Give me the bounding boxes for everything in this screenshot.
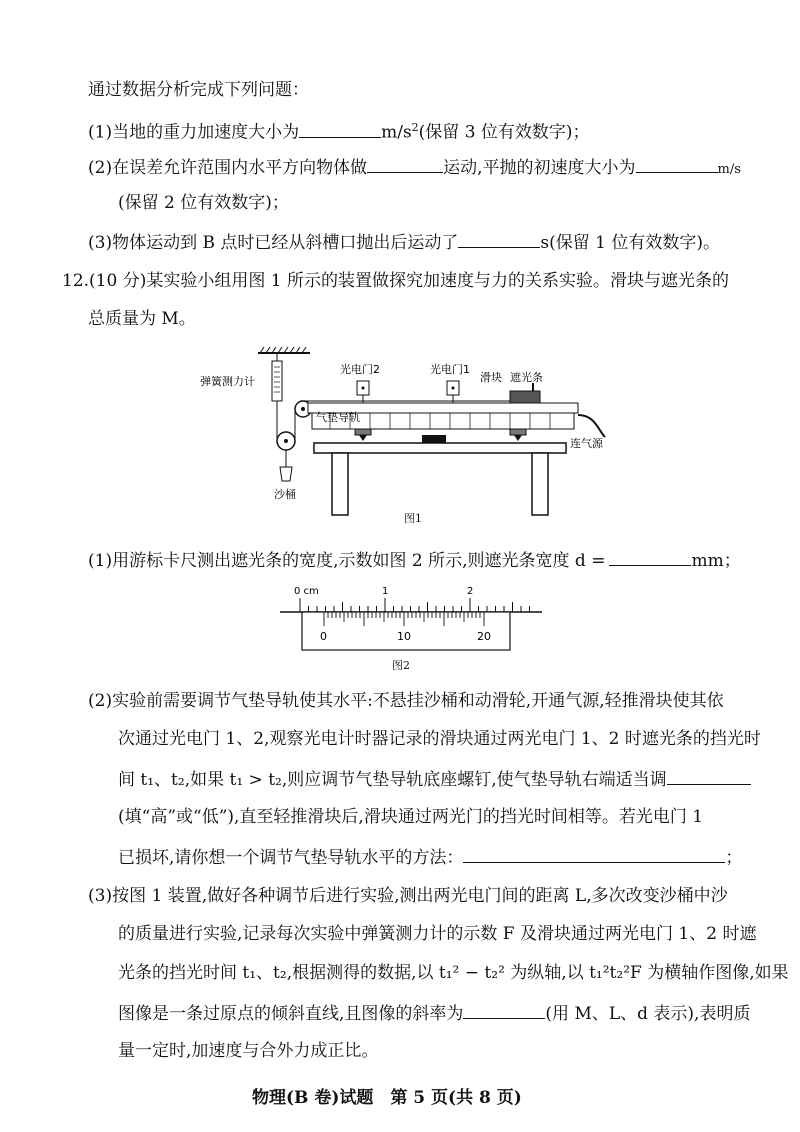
answer-blank-method[interactable] [463, 844, 725, 863]
label-slider: 滑块 [480, 371, 502, 384]
answer-blank-gravity[interactable] [299, 119, 381, 138]
main-label-0: 0 cm [294, 586, 319, 597]
q12-part1-unit: mm； [691, 551, 741, 571]
answer-blank-time[interactable] [458, 229, 540, 248]
main-label-2: 2 [467, 586, 474, 597]
q12-part1 [88, 547, 741, 573]
q11-part1-prefix: (1)当地的重力加速度大小为 [88, 122, 300, 143]
q11-part3-prefix: (3)物体运动到 B 点时已经从斜槽口抛出后运动了 [88, 233, 459, 253]
q12-part3-line4-text: 图像是一条过原点的倾斜直线,且图像的斜率为 [118, 1004, 464, 1024]
vernier-label-0: 0 [320, 630, 327, 643]
figure-1-apparatus [200, 345, 620, 525]
q12-part2-line5 [118, 844, 742, 870]
q11-part2 [88, 154, 741, 182]
q12-part2-line5-end: ； [725, 848, 743, 868]
q11-part1-unit: m/s [381, 122, 412, 143]
figure-1-caption: 图1 [404, 512, 422, 525]
q12-heading: 12.(10 分)某实验小组用图 1 所示的装置做探究加速度与力的关系实验。滑块与遮光条的 [62, 271, 729, 291]
q11-part1-unit-exp: 2 [411, 121, 419, 134]
vernier-label-10: 10 [397, 630, 411, 643]
q11-part3 [88, 229, 720, 255]
q12-part1-prefix: (1)用游标卡尺测出遮光条的宽度,示数如图 2 所示,则遮光条宽度 d = [88, 551, 606, 571]
q12-heading-2: 总质量为 M。 [88, 309, 196, 329]
q12-part2-line3 [118, 766, 751, 792]
answer-blank-high-low[interactable] [667, 766, 751, 785]
page-footer: 物理(B 卷)试题 第 5 页(共 8 页) [252, 1088, 522, 1108]
q12-part3-line3: 光条的挡光时间 t₁、t₂,根据测得的数据,以 t₁² − t₂² 为纵轴,以 t₁²t₂²F 为横轴作图像,如果 [118, 963, 789, 983]
label-gate-1: 光电门1 [430, 363, 470, 376]
q11-part1-suffix: (保留 3 位有效数字)； [418, 122, 590, 143]
q11-part2-cont: (保留 2 位有效数字)； [118, 193, 289, 213]
q12-part3-line4 [118, 1000, 750, 1026]
q12-part2-line2: 次通过光电门 1、2,观察光电计时器记录的滑块通过两光电门 1、2 时遮光条的挡光时 [118, 729, 761, 749]
answer-blank-slope[interactable] [463, 1000, 545, 1019]
label-spring-scale: 弹簧测力计 [200, 375, 255, 388]
slider-block [510, 391, 540, 403]
answer-blank-motion-type[interactable] [367, 154, 443, 173]
q12-part2-line4: (填“高”或“低”),直至轻推滑块后,滑块通过两光门的挡光时间相等。若光电门 1 [118, 807, 704, 827]
q11-part1 [88, 116, 590, 145]
vernier-label-20: 20 [477, 630, 491, 643]
sand-bucket [280, 467, 292, 481]
q12-part2-line1: (2)实验前需要调节气垫导轨使其水平:不悬挂沙桶和动滑轮,开通气源,轻推滑块使其依 [88, 691, 724, 711]
figure-2-caption: 图2 [392, 659, 410, 672]
q12-part3-line4-end: (用 M、L、d 表示),表明质 [545, 1004, 751, 1024]
answer-blank-width[interactable] [609, 547, 691, 566]
label-air-track: 气垫导轨 [316, 411, 360, 424]
q12-part3-line5: 量一定时,加速度与合外力成正比。 [118, 1041, 379, 1061]
label-gate-2: 光电门2 [340, 363, 380, 376]
base-block [422, 435, 446, 443]
q11-part3-suffix: s(保留 1 位有效数字)。 [540, 233, 721, 253]
q12-part2-line3-text: 间 t₁、t₂,如果 t₁ > t₂,则应调节气垫导轨底座螺钉,使气垫导轨右端适当调 [118, 770, 667, 790]
q12-part2-line5-text: 已损坏,请你想一个调节气垫导轨水平的方法： [118, 848, 464, 868]
label-light-strip: 遮光条 [510, 371, 543, 384]
intro-line: 通过数据分析完成下列问题： [88, 80, 309, 100]
figure-2-vernier [280, 582, 550, 654]
answer-blank-initial-speed[interactable] [636, 154, 718, 173]
q11-part2-mid: 运动,平抛的初速度大小为 [443, 158, 636, 178]
label-sand-bucket: 沙桶 [274, 488, 296, 501]
table-top [314, 443, 566, 453]
label-air-source: 连气源 [570, 437, 603, 450]
q11-part2-unit: m/s [717, 162, 741, 177]
q12-part3-line1: (3)按图 1 装置,做好各种调节后进行实验,测出两光电门间的距离 L,多次改变沙桶中沙 [88, 886, 728, 906]
main-label-1: 1 [382, 586, 389, 597]
q11-part2-prefix: (2)在误差允许范围内水平方向物体做 [88, 158, 368, 178]
q12-part3-line2: 的质量进行实验,记录每次实验中弹簧测力计的示数 F 及滑块通过两光电门 1、2 时遮 [118, 924, 757, 944]
